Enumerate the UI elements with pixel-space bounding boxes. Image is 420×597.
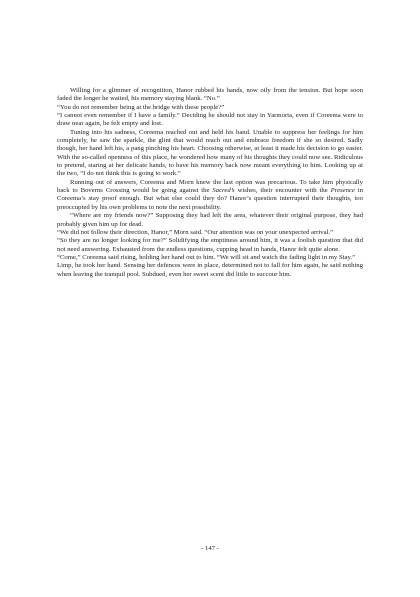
paragraph <box>57 112 363 129</box>
paragraph <box>57 212 363 229</box>
text-run: “We did not follow their direction, Hanor,” Morn said. “Our attention was on your unexpected arrival.” <box>57 228 334 236</box>
text-run: Tuning into his sadness, Coreema reached out and held his hand. Unable to suppress her feelings for him completely, he saw the sparkle, the glint that would reach out and embrace freedom if she so desired. Sadly though, her hand left his, a pang pinching his heart. Choosing otherwise, at least it made his decision to go easier. With the so-called openness of this place, he wondered how many of his thoughts they could now see. Ridiculous to pretend, staring at her delicate hands, to have his memory back now meant everything to him. Looking up at the two, “I do not think this is going to work.” <box>57 128 363 178</box>
text-run: in Coreema’s stay proof enough. But what else could they do? Hanor’s question interrupted their thoughts, too preoccupied by his own problems to note the next possibility. <box>57 187 363 211</box>
paragraph <box>57 237 363 254</box>
text-run: “Where are my friends now?” Supposing they had left the area, whatever their original purpose, they had probably given him up for dead. <box>57 212 363 228</box>
paragraph <box>57 129 363 179</box>
italic-text: Sacred’s <box>212 187 235 195</box>
text-run: “Come,” Coreema said rising, holding her hand out to him. “We will sit and watch the fading light in my Stay.” <box>57 253 356 261</box>
paragraph <box>57 254 363 262</box>
italic-text: Presence <box>330 187 355 195</box>
paragraph <box>57 262 363 279</box>
text-run: Limp, he took her hand. Sensing her defences were in place, determined not to fall for him again, he said nothing when leaving the tranquil pool. Subdued, even her sweet scent did little to succour him. <box>57 262 363 278</box>
paragraph <box>57 179 363 212</box>
text-run: “So they are no longer looking for me?” Solidifying the emptiness around him, it was a foolish question that did not need answering. Exhausted from the endless questions, cupping head in hands, Hanor felt quite alone. <box>57 237 363 253</box>
paragraph <box>57 87 363 104</box>
page-number: - 147 - <box>201 545 219 552</box>
text-run: “I cannot even remember if I have a family.” Deciding he should not stay in Yarmoria, even if Coreema were to draw near again, he felt empty and lost. <box>57 112 363 128</box>
text-run: “You do not remember being at the bridge with these people?” <box>57 103 225 111</box>
paragraph <box>57 104 363 112</box>
paragraph <box>57 229 363 237</box>
body-text <box>57 87 363 279</box>
text-run: Running out of answers, Coreema and Morn knew the last option was precarious. To take him physically back to Boverns Crossing would be going against the <box>57 178 363 195</box>
text-run: wishes, their encounter with the <box>234 187 331 195</box>
text-run: Willing for a glimmer of recognition, Hanor rubbed his hands, now oily from the tension. But hope soon faded the longer he waited, his memory staying blank. “No.” <box>57 87 363 103</box>
